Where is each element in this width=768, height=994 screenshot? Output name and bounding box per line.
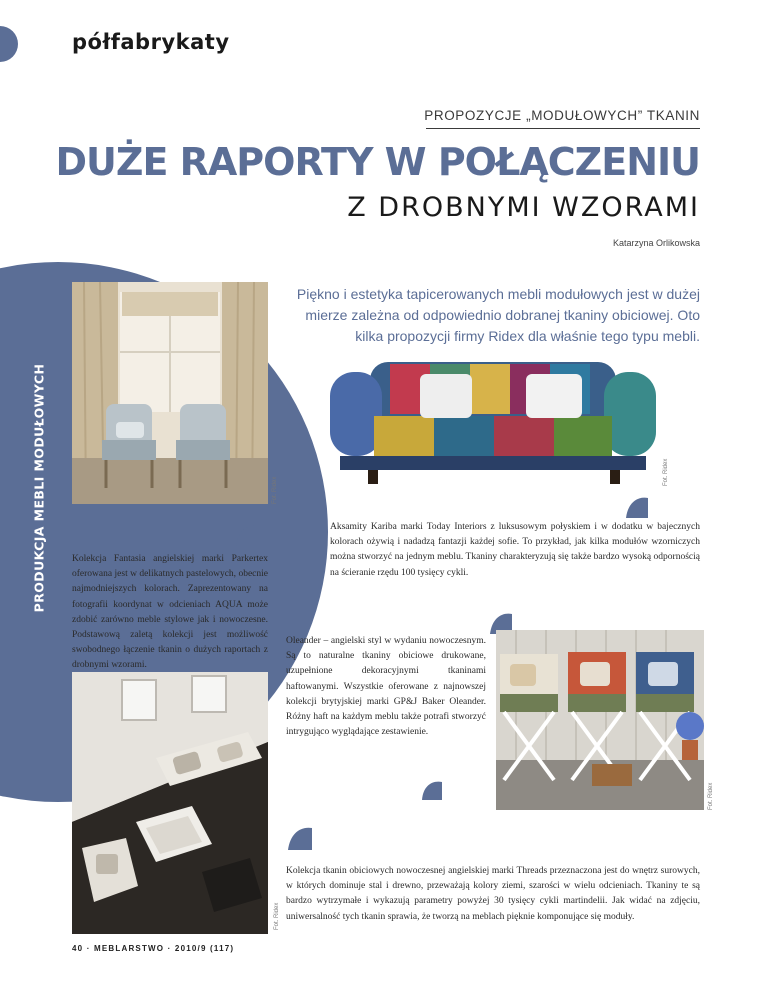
vertical-section-label-text: PRODUKCJA MEBLI MODUŁOWYCH bbox=[31, 363, 47, 613]
photo-credit-chairs: Fot. Ridex bbox=[708, 782, 714, 810]
section-title: półfabrykaty bbox=[72, 30, 230, 54]
article-author: Katarzyna Orlikowska bbox=[612, 238, 700, 248]
article-subtitle: Z DROBNYMI WZORAMI bbox=[347, 192, 700, 223]
caption-threads: Kolekcja tkanin obiciowych nowoczesnej angielskiej marki Threads przeznaczona jest do wnętrz surowych, w których dominuje stal i drewno, przeważają kolory ziemi, szarości w wielu odcieniach. Tkaniny te są bardzo wytrzymałe i wykazują parametry powyżej 30 tysięcy cykli martindelii. Jak widać na zdjęciu, uniwersalność tych tkanin sprawia, że tworzą na meblach pięknie komponujące się moduły. bbox=[286, 866, 700, 922]
caption-oleander: Oleander – angielski styl w wydaniu nowoczesnym. Są to naturalne tkaniny obiciowe drukowane, uzupełnione dekoracyjnymi tkaninami haftowanymi. Wszystkie oferowane z najnowszej kolekcji brytyjskiej marki GP&J Baker Oleander. Różny haft na każdym meblu także potrafi stworzyć intrygująco wyglądające zestawienie. bbox=[286, 636, 486, 738]
decorative-marker bbox=[234, 524, 260, 548]
article-title: DUŻE RAPORTY W POŁĄCZENIU bbox=[55, 140, 700, 184]
kicker-divider bbox=[426, 128, 700, 129]
vertical-section-label bbox=[28, 363, 50, 613]
photo-kariba-sofa bbox=[330, 360, 656, 490]
photo-fantasia-chairs bbox=[72, 282, 268, 504]
decorative-dot bbox=[0, 26, 18, 62]
photo-credit-sofa: Fot. Ridex bbox=[663, 458, 669, 486]
caption-kariba: Aksamity Kariba marki Today Interiors z luksusowym połyskiem i w dodatku w bajecznych kolorach ożywią i nadadzą fantazji każdej sofie. To przykład, jak kilka modułów wzorniczych można stworzyć na jednym meblu. Tkaniny charakteryzują się także bardzo wysoką odpornością na ścieranie rzędu 100 tysięcy cykli. bbox=[330, 522, 700, 578]
article-kicker: PROPOZYCJE „MODUŁOWYCH” TKANIN bbox=[424, 108, 700, 123]
page-footer: 40 · MEBLARSTWO · 2010/9 (117) bbox=[72, 944, 235, 953]
decorative-marker bbox=[420, 780, 444, 802]
decorative-marker bbox=[624, 496, 650, 520]
caption-fantasia: Kolekcja Fantasia angielskiej marki Parkertex oferowana jest w delikatnych pastelowych, obecnie najmodniejszych kolorach. Zaprezentowany na fotografii koordynat w odcieniach AQUA może zdobić zarówno meble stylowe jak i nowoczesne. Podstawową zaletą kolekcji jest możliwość swobodnego łączenie tkanin o dużych raportach z drobnymi wzorami. bbox=[72, 554, 268, 671]
photo-oleander-chairs bbox=[496, 630, 704, 810]
decorative-marker bbox=[286, 826, 314, 852]
photo-threads-room bbox=[72, 672, 268, 934]
article-lead: Piękno i estetyka tapicerowanych mebli modułowych jest w dużej mierze zależna od odpowiednio dobranej tkaniny obiciowej. Oto kilka propozycji firmy Ridex dla właśnie tego typu mebli. bbox=[296, 286, 700, 344]
photo-credit-room: Fot. Ridex bbox=[274, 902, 280, 930]
photo-credit-curtain: Fot. Ridex bbox=[272, 476, 278, 504]
